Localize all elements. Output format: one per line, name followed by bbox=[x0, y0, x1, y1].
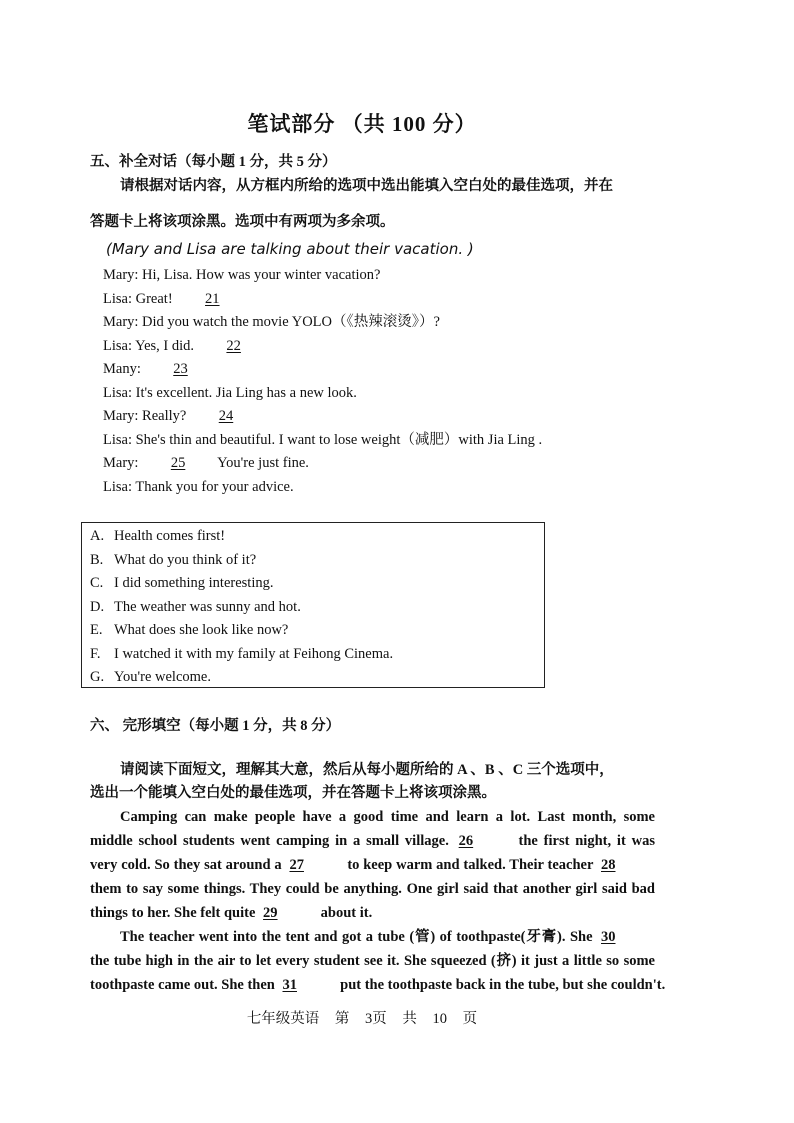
option-text: I did something interesting. bbox=[114, 575, 274, 591]
option-text: What does she look like now? bbox=[114, 622, 289, 638]
option-item bbox=[90, 666, 530, 690]
section-5-heading: 五、补全对话（每小题 1 分，共 5 分） bbox=[90, 154, 337, 170]
passage-text: Camping can make people have a good time and learn a lot. Last month, some bbox=[120, 809, 655, 825]
option-letter: B. bbox=[90, 551, 104, 568]
section-6-instruction-line-2: 选出一个能填入空白处的最佳选项，并在答题卡上将该项涂黑。 bbox=[90, 785, 496, 801]
answer-blank: 22 bbox=[226, 337, 241, 354]
dialogue-text: Lisa: Thank you for your advice. bbox=[103, 478, 294, 495]
passage-text: middle school students went camping in a small village. bbox=[90, 833, 455, 849]
dialogue-line bbox=[103, 311, 703, 335]
option-text: What do you think of it? bbox=[114, 551, 257, 568]
cloze-blank: 30 bbox=[601, 929, 616, 945]
option-text: Health comes first! bbox=[114, 528, 226, 544]
cloze-blank: 26 bbox=[458, 833, 474, 849]
option-text: You're welcome. bbox=[114, 669, 211, 685]
option-letter: E. bbox=[90, 622, 103, 638]
passage-line bbox=[90, 925, 655, 949]
answer-blank: 25 bbox=[170, 455, 186, 471]
option-item bbox=[90, 643, 530, 667]
answer-blank: 21 bbox=[205, 290, 220, 307]
answer-blank: 23 bbox=[173, 361, 188, 377]
option-text: The weather was sunny and hot. bbox=[114, 598, 301, 615]
section-6-instruction-line-1: 请阅读下面短文，理解其大意，然后从每小题所给的 A 、B 、C 三个选项中， bbox=[120, 762, 614, 778]
dialogue-line bbox=[103, 429, 703, 453]
dialogue-line bbox=[103, 405, 703, 429]
page-title: 笔试部分 （共 100 分） bbox=[247, 112, 477, 136]
passage-text: about it. bbox=[317, 905, 373, 921]
passage-line bbox=[90, 829, 655, 853]
cloze-blank: 27 bbox=[289, 857, 304, 873]
cloze-passage bbox=[90, 805, 666, 997]
passage-line bbox=[90, 805, 655, 829]
cloze-blank: 28 bbox=[601, 857, 616, 873]
passage-text: the first night, it was bbox=[512, 833, 655, 849]
passage-text: to keep warm and talked. Their teacher bbox=[343, 857, 597, 873]
option-item bbox=[90, 619, 530, 643]
cloze-blank: 29 bbox=[263, 905, 278, 921]
option-item bbox=[90, 549, 530, 573]
passage-line bbox=[90, 973, 666, 997]
dialogue-text: Lisa: She's thin and beautiful. I want to lose weight（减肥）with Jia Ling . bbox=[103, 431, 543, 448]
passage-line bbox=[90, 901, 655, 925]
passage-text: toothpaste came out. She then bbox=[90, 977, 279, 993]
option-letter: A. bbox=[90, 528, 105, 544]
dialogue-line bbox=[103, 335, 703, 359]
dialogue-line bbox=[103, 358, 703, 382]
passage-line bbox=[90, 853, 655, 877]
passage-text: very cold. So they sat around a bbox=[90, 857, 286, 873]
option-item bbox=[90, 572, 530, 596]
passage-line bbox=[90, 877, 655, 901]
cloze-blank: 31 bbox=[282, 977, 297, 993]
passage-text: things to her. She felt quite bbox=[90, 905, 260, 921]
answer-blank: 24 bbox=[218, 408, 234, 424]
dialogue-line bbox=[103, 452, 703, 476]
dialogue-line bbox=[103, 382, 703, 406]
dialogue bbox=[103, 264, 703, 499]
dialogue-text: Lisa: Great! bbox=[103, 290, 177, 307]
option-letter: G. bbox=[90, 669, 105, 685]
section-5-instruction-line-1: 请根据对话内容，从方框内所给的选项中选出能填入空白处的最佳选项，并在 bbox=[120, 178, 613, 194]
option-letter: D. bbox=[90, 598, 105, 615]
option-item bbox=[90, 596, 530, 620]
dialogue-text: Mary: Hi, Lisa. How was your winter vacation? bbox=[103, 267, 381, 283]
dialogue-scenario: (Mary and Lisa are talking about their vacation. ) bbox=[106, 240, 474, 258]
section-5-instruction-line-2: 答题卡上将该项涂黑。选项中有两项为多余项。 bbox=[90, 214, 395, 230]
dialogue-text: Mary: Really? bbox=[103, 408, 190, 424]
dialogue-text: Mary: Did you watch the movie YOLO（《热辣滚烫》）? bbox=[103, 314, 440, 330]
dialogue-text: Lisa: Yes, I did. bbox=[103, 337, 198, 354]
passage-text: them to say some things. They could be anything. One girl said that another girl said bad bbox=[90, 881, 655, 897]
dialogue-text: Mary: bbox=[103, 455, 143, 471]
dialogue-text: Lisa: It's excellent. Jia Ling has a new look. bbox=[103, 384, 357, 401]
option-letter: F. bbox=[90, 645, 101, 662]
passage-text: put the toothpaste back in the tube, but she couldn't. bbox=[336, 977, 666, 993]
passage-line bbox=[90, 949, 655, 973]
section-6-heading: 六、 完形填空（每小题 1 分，共 8 分） bbox=[90, 718, 341, 734]
dialogue-line bbox=[103, 476, 703, 500]
option-item bbox=[90, 525, 530, 549]
options-box bbox=[81, 522, 545, 688]
dialogue-line bbox=[103, 288, 703, 312]
option-letter: C. bbox=[90, 575, 104, 591]
passage-text: the tube high in the air to let every student see it. She squeezed (挤) it just a little so some bbox=[90, 953, 655, 969]
dialogue-text-after-blank: You're just fine. bbox=[214, 455, 309, 471]
dialogue-text: Many: bbox=[103, 361, 145, 377]
options-list bbox=[90, 525, 530, 690]
option-text: I watched it with my family at Feihong Cinema. bbox=[114, 645, 394, 662]
dialogue-line bbox=[103, 264, 703, 288]
page-footer: 七年级英语 第 3页 共 10 页 bbox=[246, 1011, 478, 1027]
passage-text: The teacher went into the tent and got a tube (管) of toothpaste(牙膏). She bbox=[120, 929, 597, 945]
